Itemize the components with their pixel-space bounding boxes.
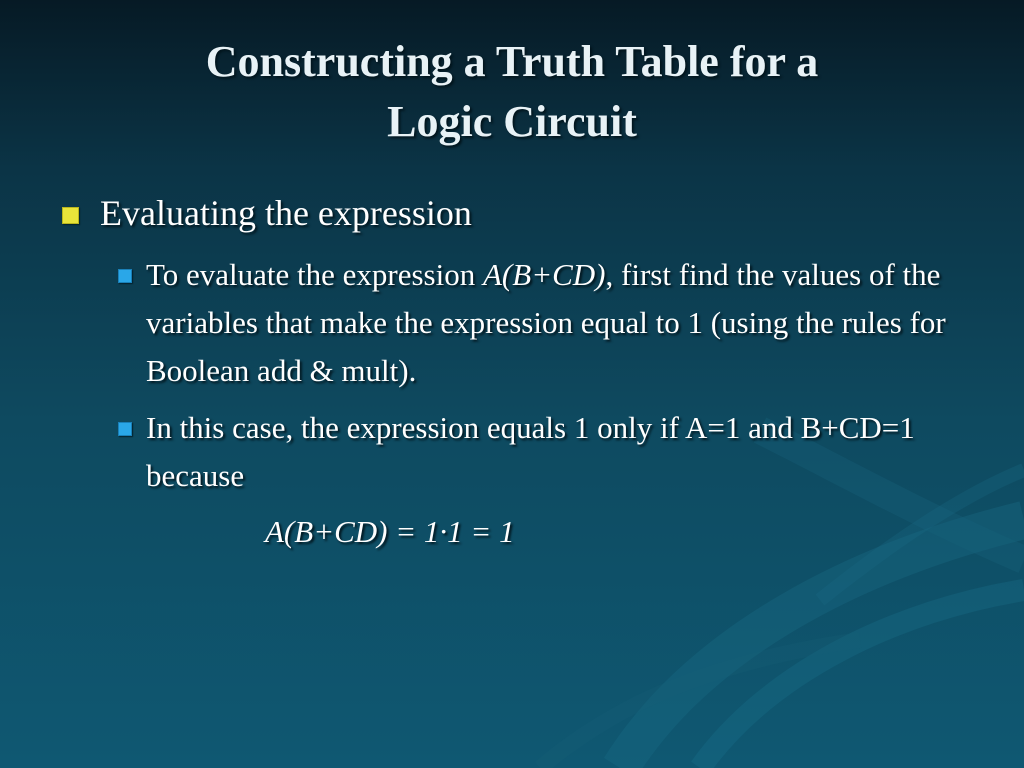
sub-bullet-evaluate-prefix: To evaluate the expression bbox=[146, 257, 483, 292]
sub-bullet-evaluate-expression bbox=[118, 251, 958, 395]
slide-title-line1: Constructing a Truth Table for a bbox=[205, 37, 819, 86]
sub-bullet-evaluate-text bbox=[146, 251, 958, 395]
sub-bullet-this-case bbox=[118, 404, 958, 500]
square-bullet-icon bbox=[118, 269, 132, 283]
square-bullet-icon bbox=[62, 207, 79, 224]
bullet-evaluating-text: Evaluating the expression bbox=[100, 193, 472, 233]
formula-expression: A(B+CD) = 1·1 = 1 bbox=[265, 514, 515, 549]
sub-bullet-this-case-text: In this case, the expression equals 1 only if A=1 and B+CD=1 because bbox=[146, 410, 915, 493]
slide-title bbox=[0, 32, 1024, 152]
slide-title-line2: Logic Circuit bbox=[387, 97, 637, 146]
square-bullet-icon bbox=[118, 422, 132, 436]
sub-bullet-evaluate-suffix: , first find the values of the variables that make the expression equal to 1 (using the rules for Boolean add & mult). bbox=[146, 257, 946, 388]
bullet-evaluating bbox=[62, 190, 982, 236]
inline-expression: A(B+CD) bbox=[483, 257, 606, 292]
